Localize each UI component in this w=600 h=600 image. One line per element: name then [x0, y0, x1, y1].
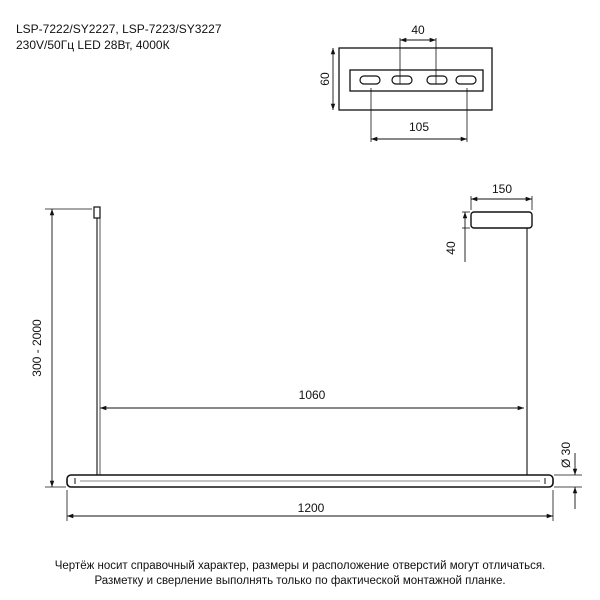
plate-height-label: 60 [318, 72, 332, 86]
canopy-height-label: 40 [444, 241, 458, 255]
plate-slot-1 [360, 76, 380, 84]
electrical-specs: 230V/50Гц LED 28Вт, 4000К [16, 38, 170, 52]
total-length-label: 1200 [297, 501, 325, 515]
canopy-width-label: 150 [491, 182, 513, 196]
plate-spacing-label: 40 [411, 23, 425, 37]
model-numbers: LSP-7222/SY2227, LSP-7223/SY3227 [16, 22, 222, 36]
disclaimer-line-2: Разметку и сверление выполнять только по фактической монтажной планке. [94, 575, 506, 587]
diameter-label: Ø 30 [559, 441, 573, 469]
plate-slot-4 [456, 76, 476, 84]
plate-slot-2 [392, 76, 412, 84]
plate-slot-3 [427, 76, 447, 84]
cable-spacing-label: 1060 [298, 388, 326, 402]
plate-outer [339, 48, 492, 110]
canopy [471, 212, 532, 228]
cable-clamp [94, 207, 100, 218]
plate-inner-bar [350, 70, 483, 91]
plate-slot-span-label: 105 [408, 120, 430, 134]
disclaimer-line-1: Чертёж носит справочный характер, размеры и расположение отверстий могут отличаться. [54, 560, 546, 572]
suspension-height-label: 300 - 2000 [30, 319, 44, 377]
